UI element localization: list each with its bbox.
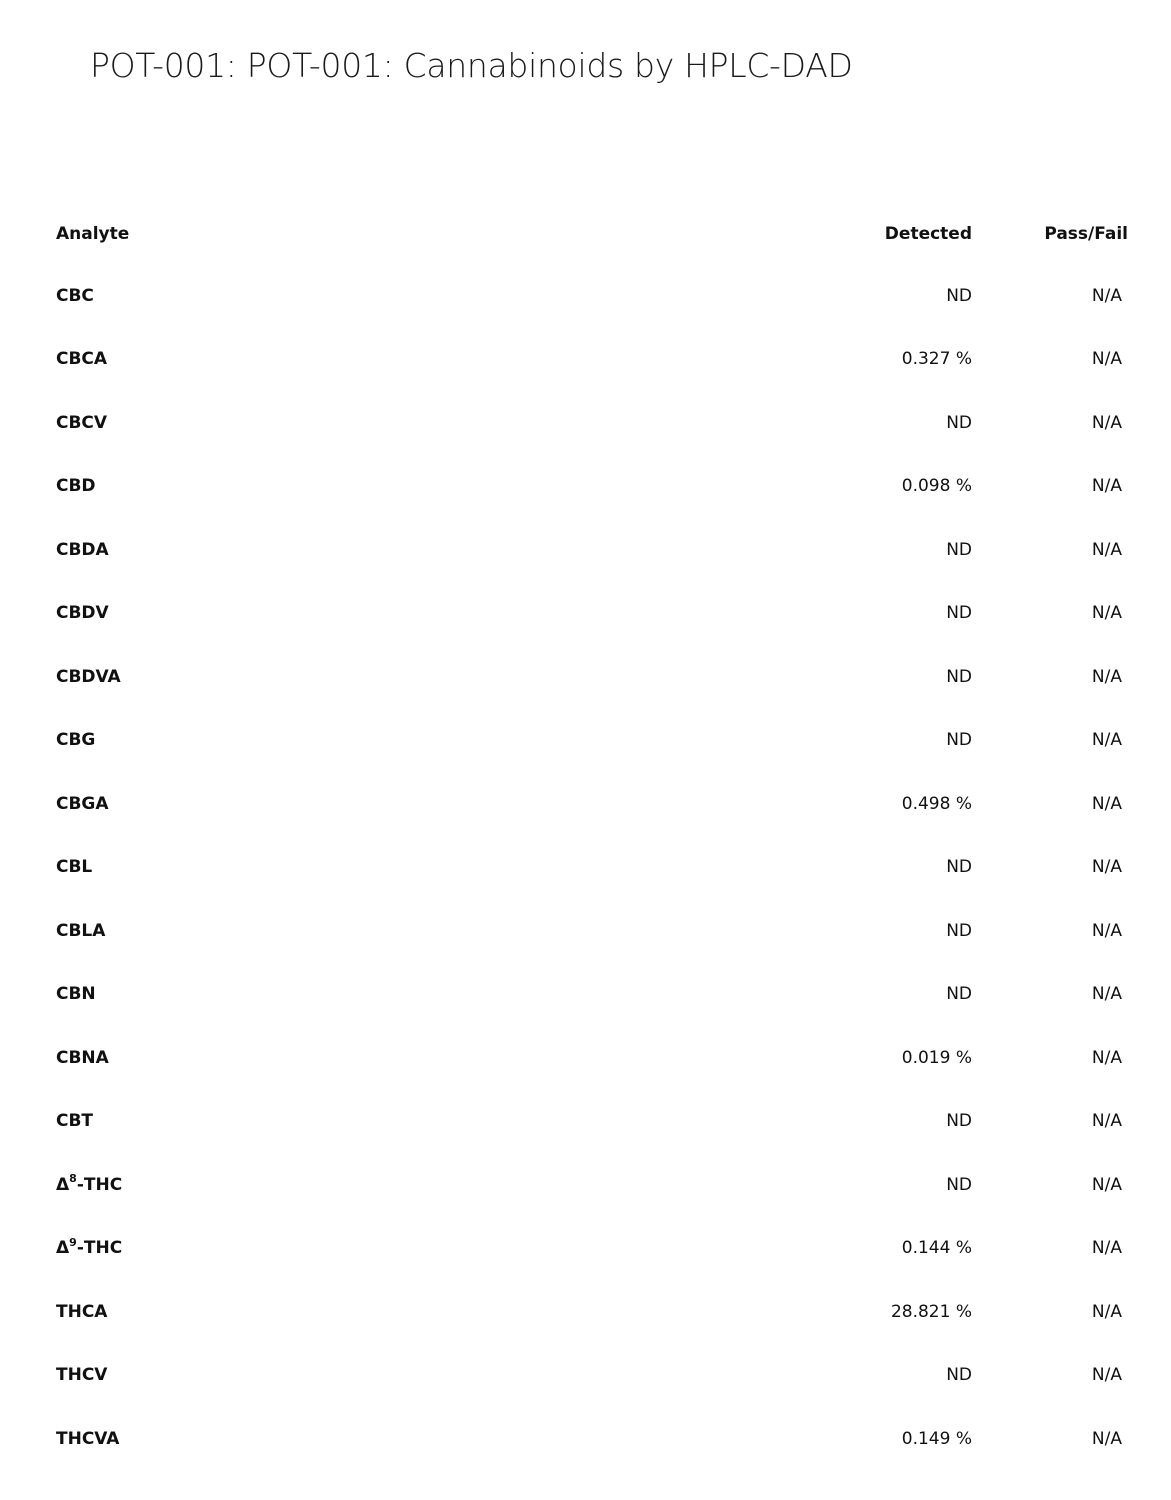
detected-cell: 0.144 %: [901, 1238, 972, 1259]
detected-cell: ND: [946, 1365, 972, 1386]
table-row: [56, 836, 1136, 900]
table-row: [56, 1090, 1136, 1154]
pass-fail-cell: N/A: [1091, 857, 1122, 878]
table-row: [56, 1026, 1136, 1090]
analyte-suffix: -THC: [76, 1238, 123, 1259]
analyte-superscript: 8: [69, 1172, 77, 1186]
pass-fail-cell: N/A: [1091, 1365, 1122, 1386]
analyte-cell: CBCV: [56, 412, 108, 433]
pass-fail-cell: N/A: [1091, 1301, 1122, 1322]
detected-cell: ND: [946, 539, 972, 560]
analyte-cell: CBD: [56, 476, 96, 497]
detected-cell: 0.149 %: [901, 1428, 972, 1449]
analyte-cell: CBN: [56, 984, 96, 1005]
table-row: [56, 264, 1136, 328]
table-header-row: [56, 204, 1136, 264]
detected-cell: ND: [946, 984, 972, 1005]
detected-cell: 0.498 %: [901, 793, 972, 814]
table-row: [56, 772, 1136, 836]
table-row: [56, 455, 1136, 519]
analyte-cell: CBC: [56, 285, 94, 306]
pass-fail-cell: N/A: [1091, 1047, 1122, 1068]
pass-fail-cell: N/A: [1091, 793, 1122, 814]
detected-cell: ND: [946, 730, 972, 751]
table-row: [56, 1153, 1136, 1217]
header-detected: Detected: [884, 224, 972, 244]
pass-fail-cell: N/A: [1091, 984, 1122, 1005]
detected-cell: ND: [946, 666, 972, 687]
analyte-cell: CBDV: [56, 603, 109, 624]
analyte-cell: CBNA: [56, 1047, 109, 1068]
page-title: POT-001: POT-001: Cannabinoids by HPLC-DAD: [90, 46, 853, 85]
table-row: [56, 391, 1136, 455]
pass-fail-cell: N/A: [1091, 412, 1122, 433]
analyte-cell: CBG: [56, 730, 96, 751]
detected-cell: ND: [946, 1174, 972, 1195]
header-pass-fail: Pass/Fail: [1044, 224, 1128, 244]
pass-fail-cell: N/A: [1091, 539, 1122, 560]
pass-fail-cell: N/A: [1091, 1428, 1122, 1449]
table-row: [56, 645, 1136, 709]
analyte-suffix: -THC: [76, 1174, 123, 1195]
analyte-cell: THCA: [56, 1301, 108, 1322]
table-row: [56, 709, 1136, 773]
pass-fail-cell: N/A: [1091, 666, 1122, 687]
pass-fail-cell: N/A: [1091, 603, 1122, 624]
analyte-cell: CBCA: [56, 349, 108, 370]
detected-cell: 0.098 %: [901, 476, 972, 497]
pass-fail-cell: N/A: [1091, 349, 1122, 370]
analyte-cell: THCV: [56, 1365, 108, 1386]
analyte-cell: CBDA: [56, 539, 109, 560]
detected-cell: ND: [946, 285, 972, 306]
detected-cell: 0.327 %: [901, 349, 972, 370]
pass-fail-cell: N/A: [1091, 730, 1122, 751]
table-row: [56, 518, 1136, 582]
header-analyte: Analyte: [56, 224, 130, 244]
pass-fail-cell: N/A: [1091, 1174, 1122, 1195]
table-row: [56, 328, 1136, 392]
analyte-cell: CBL: [56, 857, 93, 878]
table-row: [56, 582, 1136, 646]
analyte-cell: CBDVA: [56, 666, 121, 687]
table-row: [56, 963, 1136, 1027]
results-table: [56, 204, 1136, 1471]
analyte-cell: [56, 1217, 756, 1281]
analyte-cell: THCVA: [56, 1428, 120, 1449]
analyte-prefix: Δ: [56, 1238, 70, 1259]
pass-fail-cell: N/A: [1091, 1238, 1122, 1259]
table-row: [56, 1280, 1136, 1344]
pass-fail-cell: N/A: [1091, 1111, 1122, 1132]
analyte-cell: CBLA: [56, 920, 106, 941]
table-row: [56, 1217, 1136, 1281]
detected-cell: ND: [946, 603, 972, 624]
analyte-superscript: 9: [69, 1235, 77, 1249]
detected-cell: ND: [946, 920, 972, 941]
pass-fail-cell: N/A: [1091, 920, 1122, 941]
pass-fail-cell: N/A: [1091, 285, 1122, 306]
table-row: [56, 899, 1136, 963]
analyte-prefix: Δ: [56, 1174, 70, 1195]
analyte-cell: CBGA: [56, 793, 109, 814]
table-row: [56, 1407, 1136, 1471]
detected-cell: ND: [946, 412, 972, 433]
detected-cell: ND: [946, 857, 972, 878]
table-row: [56, 1344, 1136, 1408]
detected-cell: 28.821 %: [890, 1301, 972, 1322]
analyte-cell: [56, 1153, 756, 1217]
analyte-cell: CBT: [56, 1111, 94, 1132]
pass-fail-cell: N/A: [1091, 476, 1122, 497]
detected-cell: 0.019 %: [901, 1047, 972, 1068]
detected-cell: ND: [946, 1111, 972, 1132]
